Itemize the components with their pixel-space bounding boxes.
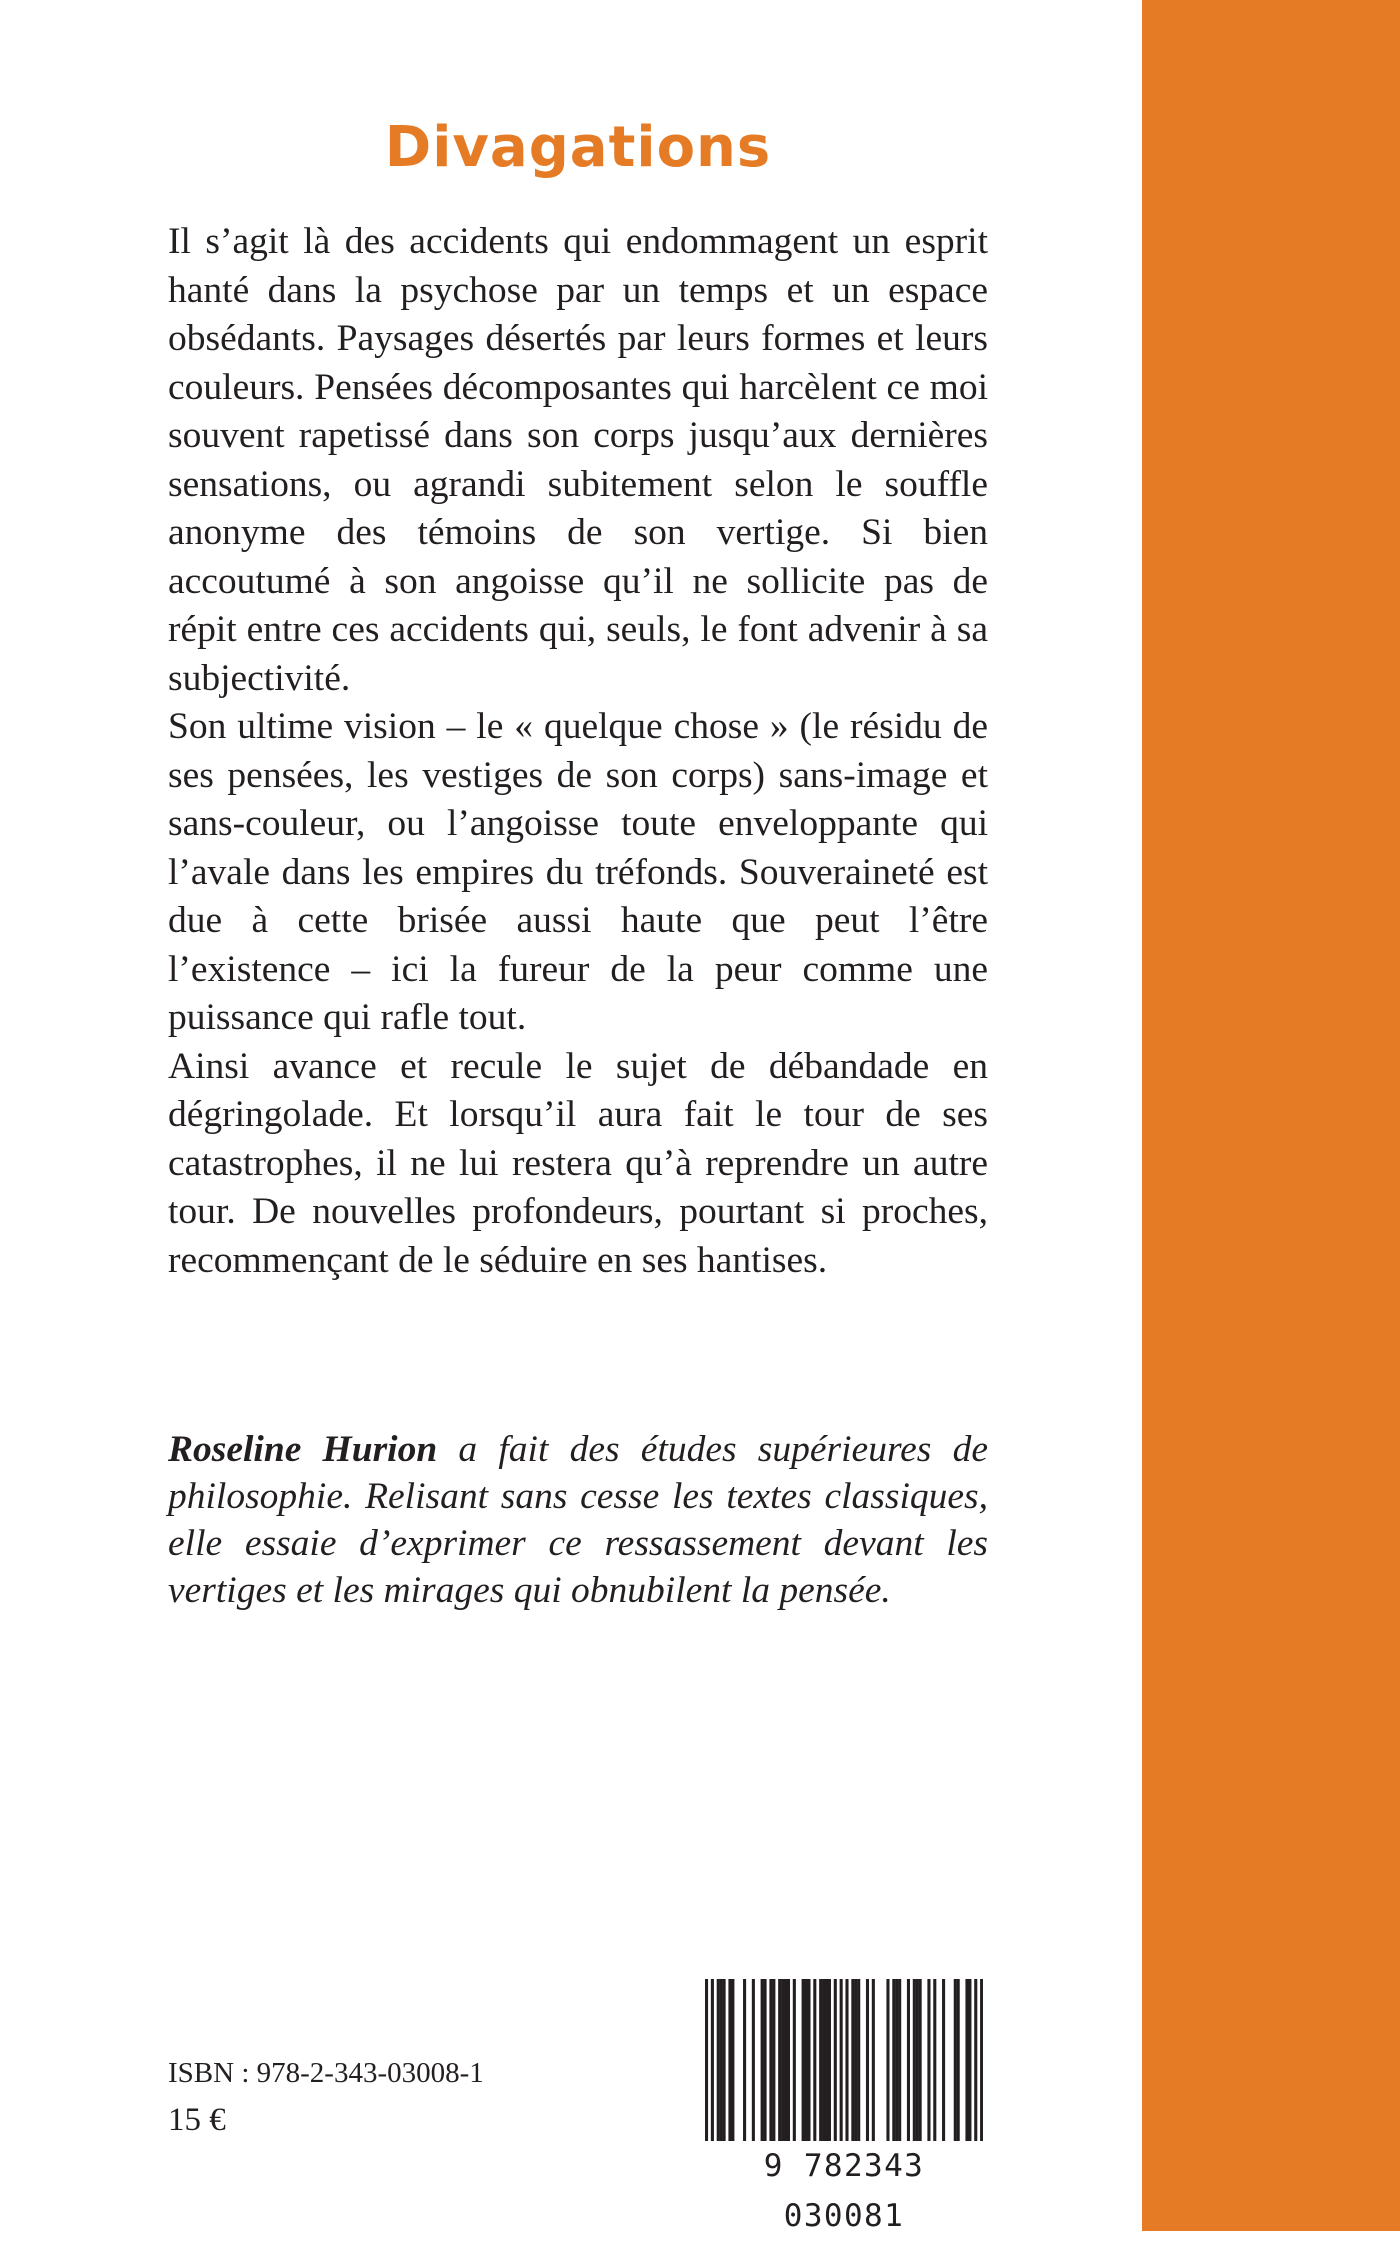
barcode-bar bbox=[927, 1979, 930, 2151]
blurb bbox=[168, 218, 988, 1285]
barcode-bar bbox=[787, 1979, 790, 2151]
barcode-bar bbox=[933, 1979, 936, 2151]
barcode-bar bbox=[784, 1979, 787, 2151]
barcode-bar bbox=[919, 1979, 922, 2151]
barcode-bar bbox=[913, 1979, 916, 2151]
barcode-bar bbox=[778, 1979, 781, 2151]
barcode-bar bbox=[907, 1979, 910, 2151]
barcode-bar bbox=[819, 1979, 822, 2151]
barcode-bar bbox=[764, 1979, 767, 2151]
barcode-bar bbox=[834, 1979, 837, 2151]
barcode-bar bbox=[813, 1979, 816, 2151]
barcode-bar bbox=[872, 1979, 875, 2151]
book-title: Divagations bbox=[384, 115, 772, 180]
barcode-bar bbox=[717, 1979, 720, 2151]
author-name: Roseline Hurion bbox=[168, 1429, 438, 1470]
barcode-bar bbox=[866, 1979, 869, 2151]
barcode-bar bbox=[807, 1979, 810, 2151]
barcode-bar bbox=[857, 1979, 860, 2151]
barcode-bar bbox=[728, 1979, 731, 2151]
blurb-paragraph-1: Il s’agit là des accidents qui endommagent un esprit hanté dans la psychose par un temps et un espace obsédants. Paysages désertés par leurs formes et leurs couleurs. Pensées décomposantes qui harcèlent ce moi souvent rapetissé dans son corps jusqu’aux dernières sensations, ou agrandi subitement selon le souffle anonyme des témoins de son vertige. Si bien accoutumé à son angoisse qu’il ne sollicite pas de répit entre ces accidents qui, seuls, le font advenir à sa subjectivité. bbox=[168, 221, 988, 699]
barcode-bar bbox=[723, 1979, 726, 2151]
isbn-label: ISBN : 978-2-343-03008-1 bbox=[168, 2057, 484, 2089]
barcode-bar bbox=[892, 1979, 895, 2151]
barcode-bar bbox=[957, 1979, 960, 2151]
barcode-digits: 9 782343 030081 bbox=[697, 2141, 991, 2191]
barcode-bar bbox=[743, 1979, 746, 2151]
barcode-bar bbox=[916, 1979, 919, 2151]
barcode-bar bbox=[804, 1979, 807, 2151]
barcode-bar bbox=[828, 1979, 831, 2151]
barcode-bar bbox=[898, 1979, 901, 2151]
barcode-bar bbox=[854, 1979, 857, 2151]
barcode-bar bbox=[769, 1979, 772, 2151]
barcode-bar bbox=[781, 1979, 784, 2151]
blurb-paragraph-2: Son ultime vision – le « quelque chose » (le résidu de ses pensées, les vestiges de son corps) sans-image et sans-couleur, ou l’angoisse toute enveloppante qui l’avale dans les empires du tréfonds. Souveraineté est due à cette brisée aussi haute que peut l’être l’existence – ici la fureur de la peur comme une puissance qui rafle tout. bbox=[168, 706, 988, 1038]
barcode bbox=[697, 1979, 991, 2234]
barcode-bar bbox=[851, 1979, 854, 2151]
blurb-paragraph-3: Ainsi avance et recule le sujet de débandade en dégringolade. Et lorsqu’il aura fait le tour de ses catastrophes, il ne lui restera qu’à reprendre un autre tour. De nouvelles profondeurs, pourtant si proches, recommençant de le séduire en ses hantises. bbox=[168, 1045, 988, 1281]
price-label: 15 € bbox=[168, 2102, 226, 2138]
barcode-bar bbox=[731, 1979, 734, 2151]
orange-spine-band bbox=[1142, 0, 1400, 2231]
barcode-bar bbox=[965, 1979, 968, 2151]
author-bio-text: a fait des études supérieures de philosophie. Relisant sans cesse les textes classiques, elle essaie d’exprimer ce ressassement devant les vertiges et les mirages qui obnubilent la pensée. bbox=[168, 1429, 988, 1611]
barcode-bar bbox=[968, 1979, 971, 2151]
barcode-bar bbox=[793, 1979, 796, 2151]
barcode-bar bbox=[761, 1979, 764, 2151]
barcode-bar bbox=[720, 1979, 723, 2151]
barcode-bar bbox=[772, 1979, 775, 2151]
barcode-bar bbox=[825, 1979, 828, 2151]
barcode-bar bbox=[822, 1979, 825, 2151]
barcode-bar bbox=[886, 1979, 889, 2151]
barcode-bar bbox=[954, 1979, 957, 2151]
barcode-bar bbox=[802, 1979, 805, 2151]
barcode-bar bbox=[752, 1979, 755, 2151]
barcode-bar bbox=[942, 1979, 945, 2151]
author-bio bbox=[168, 1426, 988, 1614]
barcode-bar bbox=[895, 1979, 898, 2151]
